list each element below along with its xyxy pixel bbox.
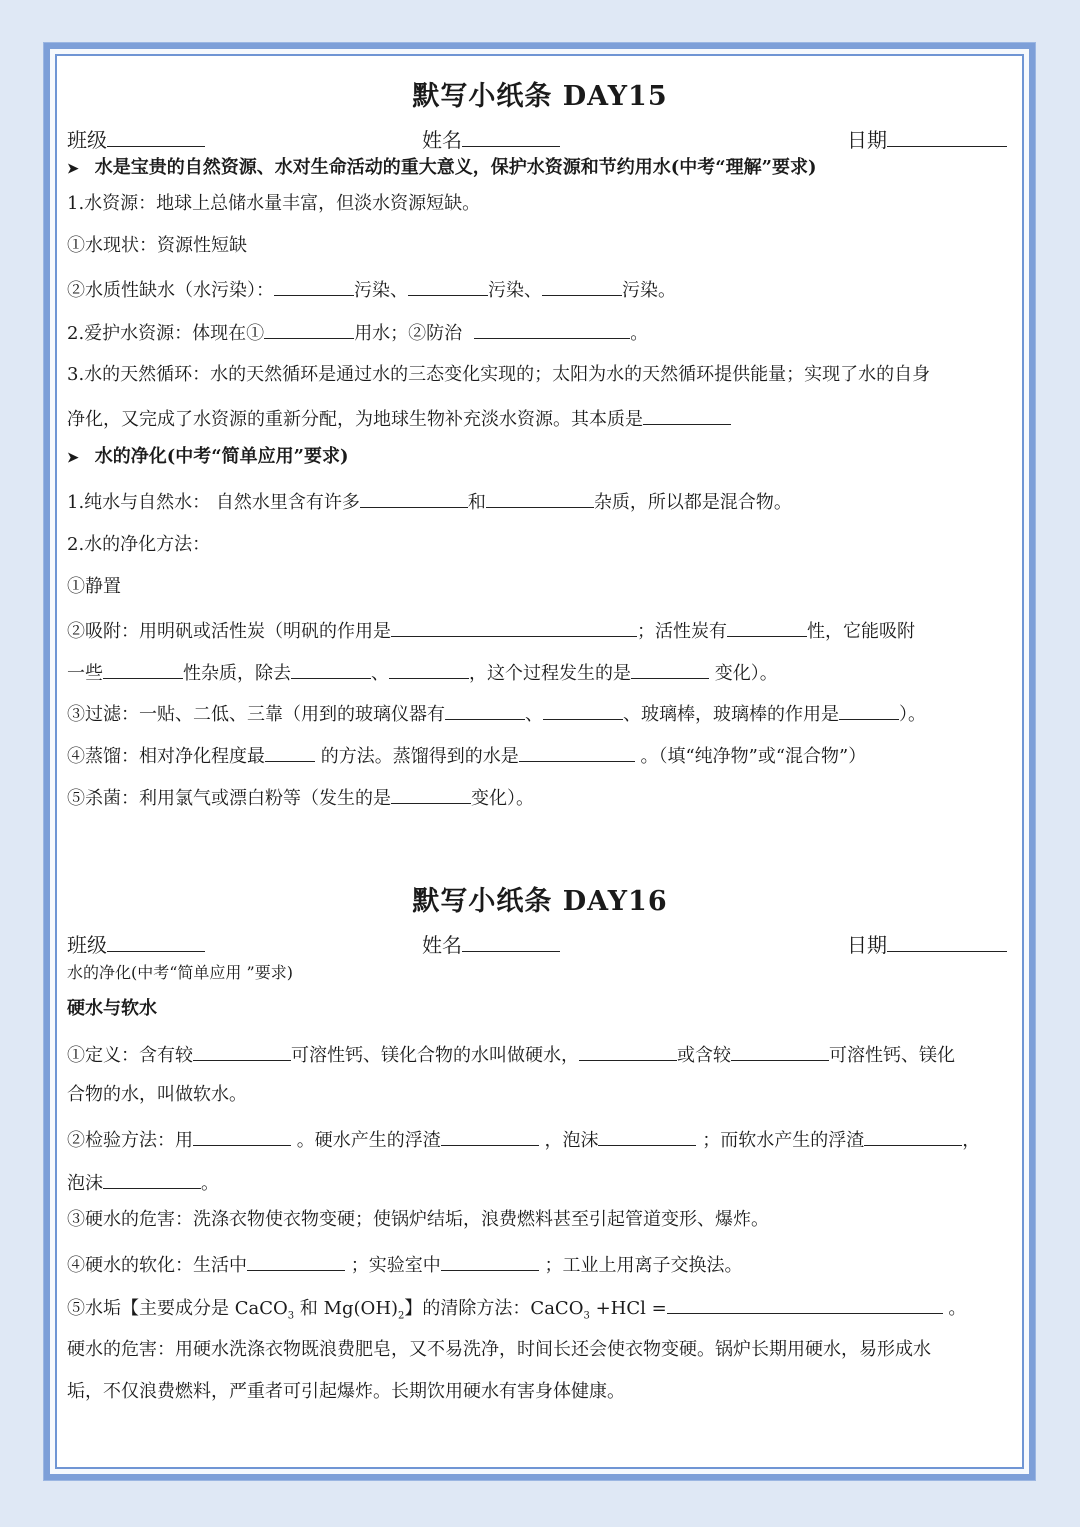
text: ②水质性缺水（水污染）： xyxy=(67,280,274,301)
blank[interactable] xyxy=(643,406,731,425)
text: ）。 xyxy=(899,704,926,725)
class-blank[interactable] xyxy=(107,128,205,147)
subscript: 2 xyxy=(398,1310,405,1322)
day16-class-field xyxy=(67,933,205,956)
arrow-bullet-icon: ➤ xyxy=(67,161,79,177)
text: ①定义：含有较 xyxy=(67,1045,193,1066)
line-test-method-2 xyxy=(67,1170,219,1195)
text: 和 Mg(OH) xyxy=(294,1298,399,1319)
text: 泡沫 xyxy=(67,1173,103,1194)
text: 的方法。蒸馏得到的水是 xyxy=(315,746,519,767)
line-filtration xyxy=(67,701,926,726)
day16-name-field xyxy=(422,933,560,956)
text: 变化）。 xyxy=(709,663,778,684)
text: 和 xyxy=(467,492,486,513)
name-blank[interactable] xyxy=(462,933,560,952)
text: 可溶性钙、镁化合物的水叫做硬水， xyxy=(291,1045,579,1066)
text: 。 xyxy=(942,1298,967,1319)
blank[interactable] xyxy=(247,1252,345,1271)
text: 1.纯水与自然水： 自然水里含有许多 xyxy=(67,492,360,513)
line-softening xyxy=(67,1252,742,1277)
class-label: 班级 xyxy=(67,933,107,957)
blank[interactable] xyxy=(360,489,468,508)
day16-date-field xyxy=(847,933,1007,956)
text: 。硬水产生的浮渣 xyxy=(291,1130,441,1151)
day15-class-field xyxy=(67,128,205,151)
section-heading: 水的净化(中考“简单应用 ”要求) xyxy=(67,963,293,982)
day15-name-field xyxy=(422,128,560,151)
text: 污染、 xyxy=(354,280,408,301)
text: 。（填“纯净物”或“混合物”） xyxy=(634,746,867,767)
blank[interactable] xyxy=(291,660,371,679)
line-water-resources: 1.水资源：地球上总储水量丰富，但淡水资源短缺。 xyxy=(67,193,481,214)
text: 污染、 xyxy=(488,280,542,301)
text: 性杂质，除去 xyxy=(183,663,291,684)
text: 2.爱护水资源：体现在① xyxy=(67,323,265,344)
arrow-bullet-icon: ➤ xyxy=(67,450,79,466)
line-water-status: ①水现状：资源性短缺 xyxy=(67,235,247,256)
section-heading xyxy=(67,446,348,469)
blank[interactable] xyxy=(408,277,488,296)
line-adsorption-2 xyxy=(67,660,778,685)
blank[interactable] xyxy=(391,785,471,804)
blank[interactable] xyxy=(519,743,635,762)
subscript: 3 xyxy=(287,1310,295,1322)
blank[interactable] xyxy=(631,660,709,679)
text: ④蒸馏：相对净化程度最 xyxy=(67,746,265,767)
text: ③过滤：一贴、二低、三靠（用到的玻璃仪器有 xyxy=(67,704,445,725)
text: ②检验方法：用 xyxy=(67,1130,193,1151)
line-definition xyxy=(67,1042,955,1067)
blank[interactable] xyxy=(264,320,354,339)
class-label: 班级 xyxy=(67,128,107,152)
blank[interactable] xyxy=(839,701,899,720)
blank[interactable] xyxy=(193,1127,291,1146)
line-pure-water xyxy=(67,489,792,514)
text: ；实验室中 xyxy=(345,1255,441,1276)
text: ⑤杀菌：利用氯气或漂白粉等（发生的是 xyxy=(67,788,391,809)
blank[interactable] xyxy=(391,618,637,637)
blank[interactable] xyxy=(103,1170,201,1189)
name-label: 姓名 xyxy=(422,933,462,957)
line-water-cycle-2 xyxy=(67,406,731,431)
blank[interactable] xyxy=(193,1042,291,1061)
line-distillation xyxy=(67,743,866,768)
text: 、玻璃棒，玻璃棒的作用是 xyxy=(623,704,839,725)
text: ；工业上用离子交换法。 xyxy=(538,1255,743,1276)
class-blank[interactable] xyxy=(107,933,205,952)
name-blank[interactable] xyxy=(462,128,560,147)
blank[interactable] xyxy=(543,701,623,720)
line-protect-water xyxy=(67,320,648,345)
section-heading-text: 水的净化(中考“简单应用”要求) xyxy=(94,446,349,467)
text: 一些 xyxy=(67,663,103,684)
day15-date-field xyxy=(847,128,1007,151)
text: 可溶性钙、镁化 xyxy=(829,1045,955,1066)
text: 、 xyxy=(525,704,543,725)
text: ⑤水垢【主要成分是 CaCO xyxy=(67,1298,288,1319)
text: 、 xyxy=(371,663,389,684)
text: 杂质，所以都是混合物。 xyxy=(593,492,792,513)
text: 】的清除方法：CaCO xyxy=(404,1298,584,1319)
line-purify-methods: 2.水的净化方法： xyxy=(67,534,211,555)
text: ④硬水的软化：生活中 xyxy=(67,1255,247,1276)
line-scale-removal xyxy=(67,1295,966,1320)
date-label: 日期 xyxy=(847,128,887,152)
text: ；而软水产生的浮渣 xyxy=(696,1130,865,1151)
text: 变化）。 xyxy=(471,788,534,809)
text: 用水；②防治 xyxy=(354,323,463,344)
text: ；活性炭有 xyxy=(637,621,727,642)
section-heading xyxy=(67,157,816,180)
blank[interactable] xyxy=(542,277,622,296)
day15-title: 默写小纸条 DAY15 xyxy=(412,81,668,112)
text: ，泡沫 xyxy=(538,1130,599,1151)
text: ， xyxy=(962,1130,981,1151)
line-water-cycle: 3.水的天然循环：水的天然循环是通过水的三态变化实现的；太阳为水的天然循环提供能量；实现了水的自身 xyxy=(67,364,931,385)
blank[interactable] xyxy=(274,277,354,296)
name-label: 姓名 xyxy=(422,128,462,152)
line-adsorption xyxy=(67,618,915,643)
text: 。 xyxy=(201,1173,219,1194)
blank[interactable] xyxy=(579,1042,677,1061)
date-blank[interactable] xyxy=(887,933,1007,952)
date-blank[interactable] xyxy=(887,128,1007,147)
text: ②吸附：用明矾或活性炭（明矾的作用是 xyxy=(67,621,391,642)
blank[interactable] xyxy=(486,489,594,508)
text: 性，它能吸附 xyxy=(807,621,915,642)
line-hard-water-hazard: 硬水的危害：用硬水洗涤衣物既浪费肥皂，又不易洗净，时间长还会使衣物变硬。锅炉长期用硬水，易形成水 xyxy=(67,1339,931,1360)
blank[interactable] xyxy=(441,1252,539,1271)
text: 污染。 xyxy=(622,280,676,301)
blank[interactable] xyxy=(445,701,525,720)
blank[interactable] xyxy=(727,618,807,637)
text: 或含较 xyxy=(677,1045,731,1066)
blank[interactable] xyxy=(667,1295,943,1314)
subscript: 3 xyxy=(583,1310,590,1322)
blank[interactable] xyxy=(389,660,469,679)
line-hazard: ③硬水的危害：洗涤衣物使衣物变硬；使锅炉结垢，浪费燃料甚至引起管道变形、爆炸。 xyxy=(67,1209,769,1230)
line-hard-water-hazard-2: 垢，不仅浪费燃料，严重者可引起爆炸。长期饮用硬水有害身体健康。 xyxy=(67,1381,625,1402)
line-water-pollution xyxy=(67,277,676,302)
sub-heading: 硬水与软水 xyxy=(67,998,157,1019)
line-definition-2: 合物的水，叫做软水。 xyxy=(67,1084,247,1105)
day16-title: 默写小纸条 DAY16 xyxy=(412,886,668,917)
text: 。 xyxy=(630,323,649,344)
date-label: 日期 xyxy=(847,933,887,957)
text: 净化，又完成了水资源的重新分配，为地球生物补充淡水资源。其本质是 xyxy=(67,409,643,430)
blank[interactable] xyxy=(103,660,183,679)
text: +HCl = xyxy=(589,1298,667,1319)
blank[interactable] xyxy=(864,1127,962,1146)
line-sterilization xyxy=(67,785,534,810)
blank[interactable] xyxy=(265,743,315,762)
blank[interactable] xyxy=(598,1127,696,1146)
section-heading-text: 水是宝贵的自然资源、水对生命活动的重大意义，保护水资源和节约用水(中考“理解”要求) xyxy=(94,157,817,178)
blank[interactable] xyxy=(474,320,630,339)
line-settling: ①静置 xyxy=(67,576,121,597)
line-test-method xyxy=(67,1127,980,1152)
blank[interactable] xyxy=(731,1042,829,1061)
blank[interactable] xyxy=(441,1127,539,1146)
text: ，这个过程发生的是 xyxy=(469,663,631,684)
